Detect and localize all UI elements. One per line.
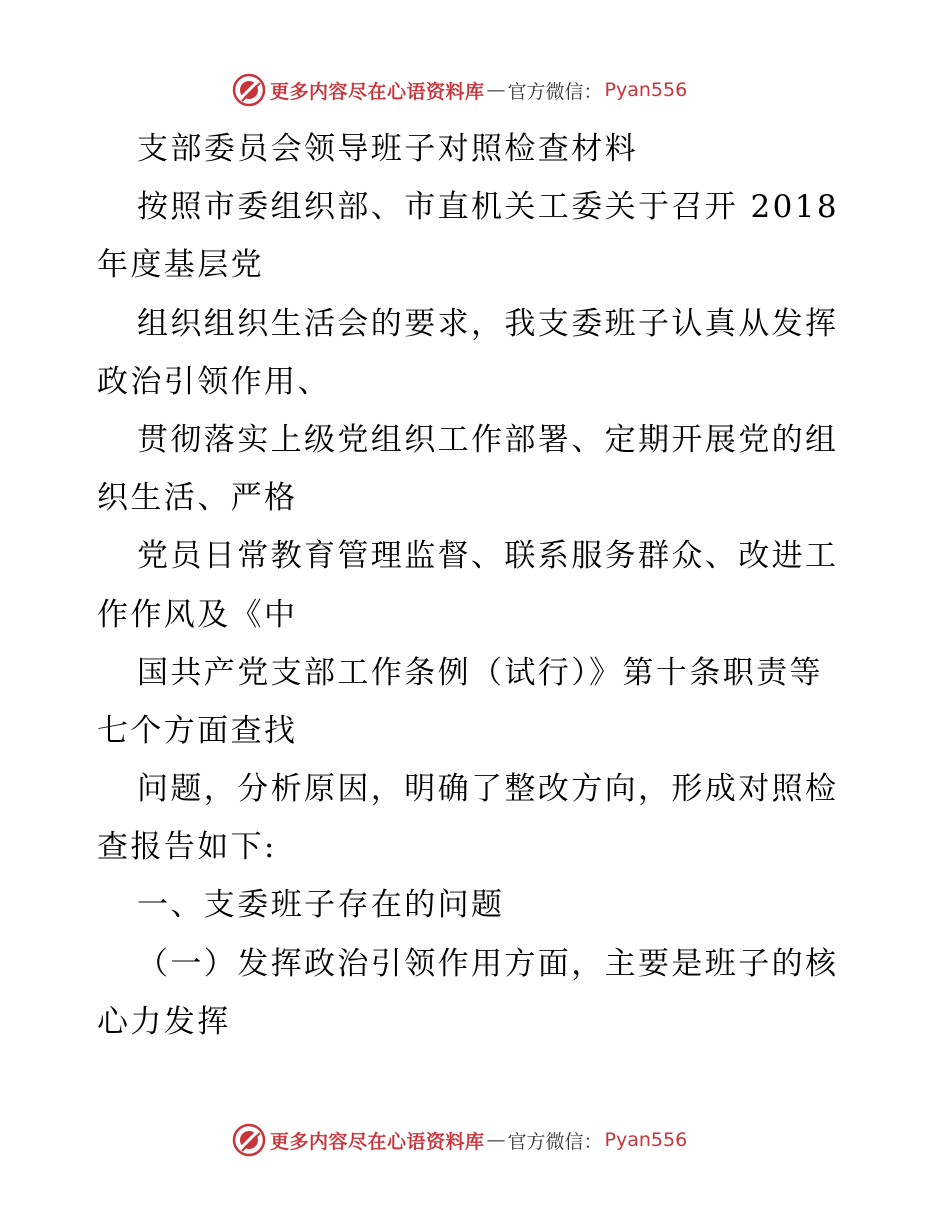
watermark-separator: — [486, 1129, 506, 1151]
paragraph-line: 七个方面查找 [97, 712, 298, 749]
section-heading: 一、支委班子存在的问题 [137, 887, 505, 924]
watermark-label: 官方微信： [507, 80, 603, 103]
watermark-wechat-id: Pyan556 [604, 1129, 688, 1151]
red-seal-logo-icon [232, 73, 266, 107]
header-watermark [232, 72, 687, 108]
paragraph-line: 作作风及《中 [97, 596, 298, 633]
paragraph-line: 问题，分析原因，明确了整改方向，形成对照检 [137, 771, 839, 808]
watermark-wechat-id: Pyan556 [604, 79, 688, 101]
watermark-separator: — [486, 79, 506, 101]
paragraph-line: 年度基层党 [97, 247, 264, 284]
document-body [97, 120, 857, 1051]
footer-watermark [232, 1122, 687, 1158]
subsection-line: （一）发挥政治引领作用方面，主要是班子的核 [137, 945, 839, 982]
paragraph-line: 心力发挥 [97, 1003, 231, 1040]
paragraph-line: 国共产党支部工作条例（试行）》第十条职责等 [137, 654, 823, 691]
paragraph-line: 政治引领作用、 [97, 363, 331, 400]
paragraph-line: 党员日常教育管理监督、联系服务群众、改进工 [137, 538, 839, 575]
watermark-label: 官方微信： [507, 1130, 603, 1153]
paragraph-line: 贯彻落实上级党组织工作部署、定期开展党的组 [137, 421, 839, 458]
document-title: 支部委员会领导班子对照检查材料 [137, 131, 638, 167]
red-seal-logo-icon [232, 1123, 266, 1157]
paragraph-line: 组织组织生活会的要求，我支委班子认真从发挥 [137, 305, 839, 342]
paragraph-line: 查报告如下: [97, 829, 277, 866]
paragraph-line: 织生活、严格 [97, 480, 298, 517]
watermark-title: 更多内容尽在心语资料库 [270, 1130, 485, 1153]
paragraph-line: 按照市委组织部、市直机关工委关于召开 2018 [137, 189, 839, 226]
watermark-title: 更多内容尽在心语资料库 [270, 80, 485, 103]
